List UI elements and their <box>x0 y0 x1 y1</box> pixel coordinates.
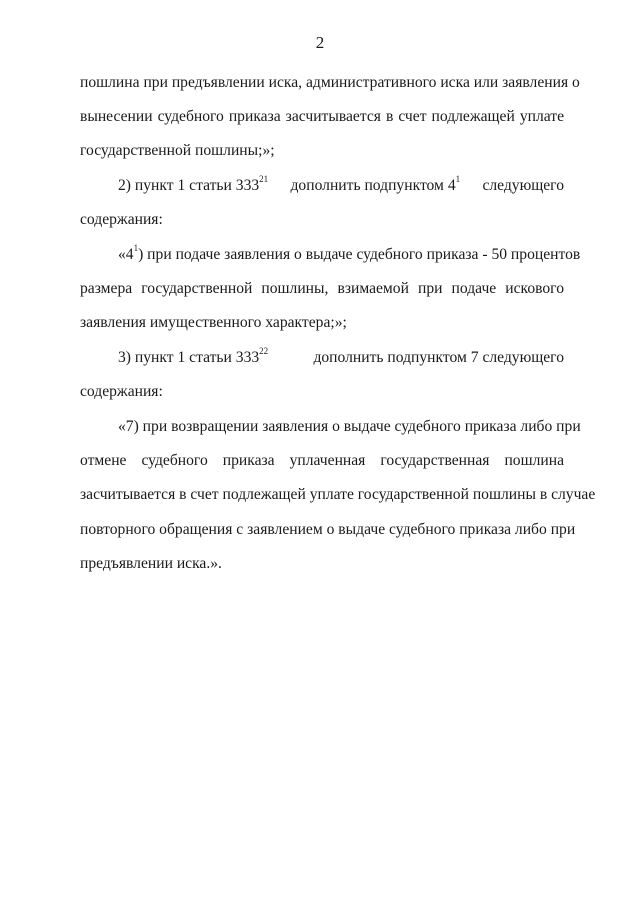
text-line: заявления имущественного характера;»; <box>80 314 347 331</box>
paragraph-item-4-1 <box>118 242 581 265</box>
text-line: содержания: <box>80 211 163 228</box>
text-line: пошлина при предъявлении иска, административного иска или заявления о <box>80 74 580 91</box>
superscript: 21 <box>259 173 269 184</box>
text-run: «$4^1$ <box>118 242 139 263</box>
text-line: отмене судебного приказа уплаченная государственная пошлина <box>80 452 564 469</box>
superscript: 22 <box>259 345 269 356</box>
paragraph-item-3 <box>118 345 564 368</box>
superscript: 1 <box>133 242 139 253</box>
text-run: дополнить подпунктом $4^1$ <box>290 173 461 194</box>
text-line: засчитывается в счет подлежащей уплате государственной пошлины в случае <box>80 486 596 503</box>
text-run: 3) пункт 1 статьи $333^{22}$ <box>118 345 269 366</box>
superscript: 1 <box>455 173 461 184</box>
text-run: следующего <box>482 177 564 194</box>
text-line: размера государственной пошлины, взимаемой при подаче искового <box>80 280 564 297</box>
text-line: «7) при возвращении заявления о выдаче судебного приказа либо при <box>118 418 581 435</box>
text-line: предъявлении иска.». <box>80 555 222 572</box>
text-run: дополнить подпунктом 7 следующего <box>313 349 564 366</box>
paragraph-item-2 <box>118 173 564 196</box>
text-line: вынесении судебного приказа засчитывается в счет подлежащей уплате <box>80 108 564 125</box>
page-number: 2 <box>315 33 325 52</box>
text-line: содержания: <box>80 383 163 400</box>
text-line: повторного обращения с заявлением о выдаче судебного приказа либо при <box>80 521 576 538</box>
text-line: государственной пошлины;»; <box>80 142 275 159</box>
text-run: ) при подаче заявления о выдаче судебного приказа - 50 процентов <box>138 246 581 263</box>
text-run: 2) пункт 1 статьи $333^{21}$ <box>118 173 269 194</box>
